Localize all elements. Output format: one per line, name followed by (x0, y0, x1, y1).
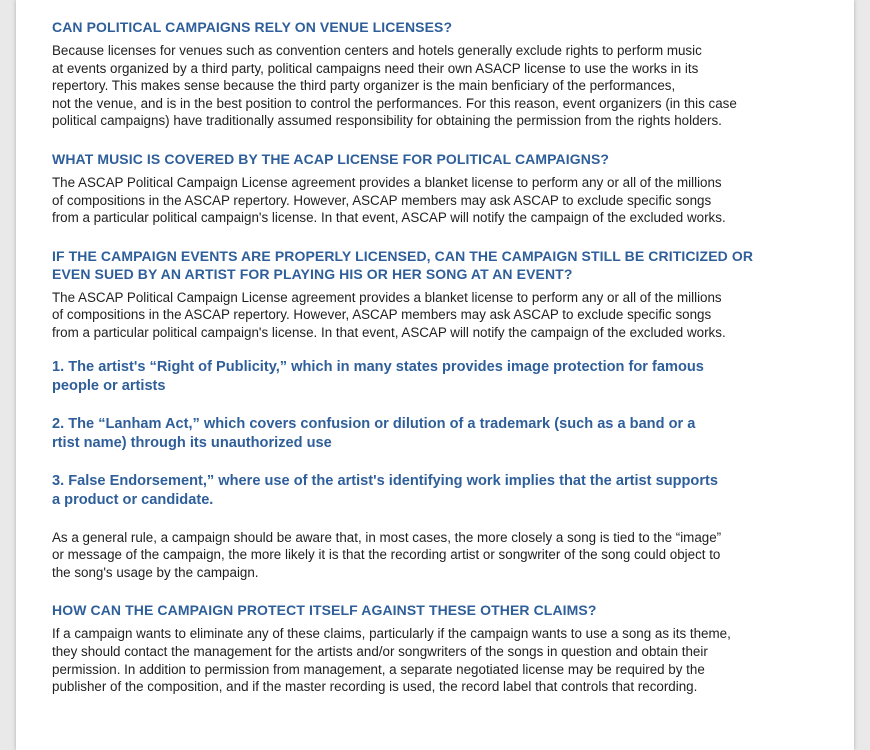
numbered-item-lanham-act: 2. The “Lanham Act,” which covers confusion or dilution of a trademark (such as a band or a rtist name) through its unauthorized use (52, 415, 696, 451)
numbered-item-false-endorsement: 3. False Endorsement,” where use of the artist's identifying work implies that the artist supports a product or candidate. (52, 472, 719, 508)
document-page (16, 0, 854, 750)
section-heading-protect-itself: HOW CAN THE CAMPAIGN PROTECT ITSELF AGAINST THESE OTHER CLAIMS? (52, 602, 597, 619)
section-heading-music-covered: WHAT MUSIC IS COVERED BY THE ACAP LICENSE FOR POLITICAL CAMPAIGNS? (52, 150, 610, 167)
section-heading-venue-licenses: CAN POLITICAL CAMPAIGNS RELY ON VENUE LICENSES? (52, 19, 453, 35)
general-rule-paragraph: As a general rule, a campaign should be aware that, in most cases, the more closely a song is tied to the “image” or message of the campaign, the more likely it is that the recording artist or songwriter of the song could object to the song's usage by the campaign. (52, 529, 722, 580)
section-body-protect-itself: If a campaign wants to eliminate any of these claims, particularly if the campaign wants to use a song as its theme, they should contact the management for the artists and/or songwriters of the songs in question and obtain their permission. In addition to permission from management, a separate negotiated license may be required by the publisher of the composition, and if the master recording is used, the record label that controls that recording. (52, 626, 731, 695)
section-body-music-covered: The ASCAP Political Campaign License agreement provides a blanket license to perform any or all of the millions of compositions in the ASCAP repertory. However, ASCAP members may ask ASCAP to exclude specific songs from a particular political campaign's license. In that event, ASCAP will notify the campaign of the excluded works. (52, 174, 726, 226)
section-body-venue-licenses: Because licenses for venues such as convention centers and hotels generally exclude rights to perform music at events organized by a third party, political campaigns need their own ASACP license to use the works in its repertory. This makes sense because the third party organizer is the main benficiary of the performances, not the venue, and is in the best position to control the performances. For this reason, event organizers (in this case political campaigns) have traditionally assumed responsibility for obtaining the permission from the rights holders. (52, 43, 737, 129)
section-heading-properly-licensed: IF THE CAMPAIGN EVENTS ARE PROPERLY LICENSED, CAN THE CAMPAIGN STILL BE CRITICIZED OR EVEN SUED BY AN ARTIST FOR PLAYING HIS OR HER SONG AT AN EVENT? (52, 247, 754, 282)
section-body-properly-licensed: The ASCAP Political Campaign License agreement provides a blanket license to perform any or all of the millions of compositions in the ASCAP repertory. However, ASCAP members may ask ASCAP to exclude specific songs from a particular political campaign's license. In that event, ASCAP will notify the campaign of the excluded works. (52, 289, 726, 340)
numbered-item-right-of-publicity: 1. The artist's “Right of Publicity,” which in many states provides image protection for famous people or artists (52, 358, 704, 394)
document-content (52, 18, 812, 696)
